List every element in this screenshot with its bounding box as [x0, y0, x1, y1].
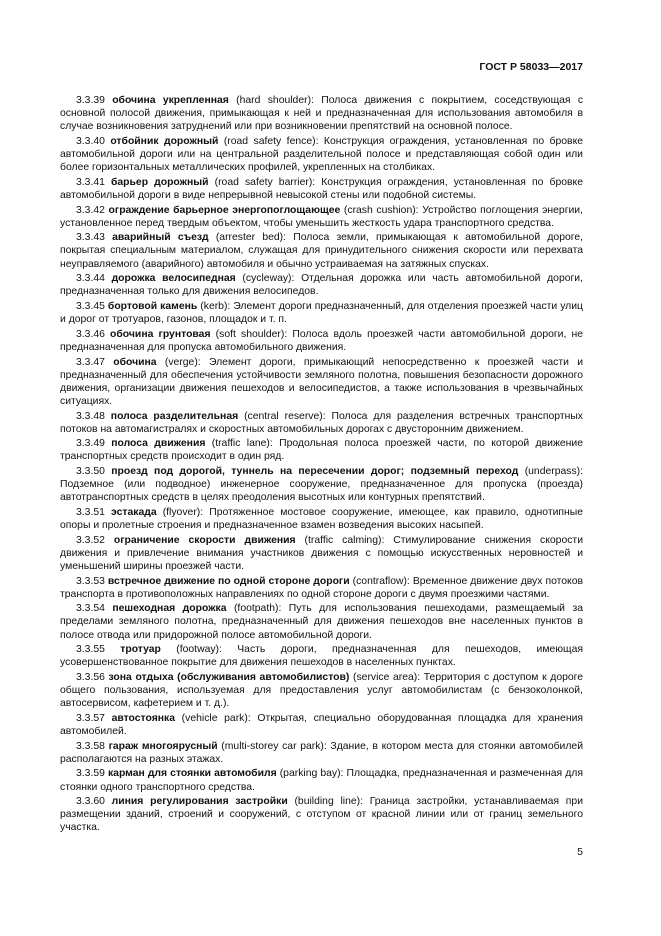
- term-definition: (vehicle park): Открытая, специально оборудованная площадка для хранения автомобилей.: [60, 712, 583, 737]
- term-entry: [60, 506, 583, 532]
- term-number: 3.3.60: [76, 796, 105, 808]
- term-number: 3.3.57: [76, 712, 105, 724]
- term-number: 3.3.54: [76, 603, 105, 615]
- term-entry: [60, 135, 583, 174]
- term-name: эстакада: [111, 506, 157, 518]
- term-entry: [60, 712, 583, 738]
- term-number: 3.3.39: [76, 95, 105, 106]
- term-name: проезд под дорогой, туннель на пересечении дорог; подземный переход: [111, 466, 519, 478]
- term-name: ограждение барьерное энергопоглощающее: [108, 204, 341, 216]
- term-number: 3.3.40: [76, 135, 105, 147]
- term-definition: (contraflow): Временное движение двух потоков транспорта в противоположных направлениях по одной стороне дороги с двумя проезжими частями.: [60, 575, 584, 600]
- term-definition: (road safety fence): Конструкция ограждения, установленная по бровке автомобильной дороги или на центральной разделительной полосе и представляющая собой один или более горизонтальных металлических профилей, укрепленных на столбиках.: [60, 135, 584, 174]
- term-definition: (multi-storey car park): Здание, в котором места для стоянки автомобилей располагаются на разных этажах.: [60, 740, 583, 765]
- term-number: 3.3.46: [76, 328, 105, 340]
- term-definition: (crash cushion): Устройство поглощения энергии, установленное перед твердым объектом, чтобы уменьшить жесткость удара транспортного средства.: [60, 204, 583, 229]
- term-entry: [60, 643, 583, 669]
- term-definition: (traffic lane): Продольная полоса проезжей части, по которой движение транспортных средств происходит в один ряд.: [60, 438, 583, 463]
- term-definition: (footway): Часть дороги, предназначенная для пешеходов, имеющая усовершенствованное покрытие для движения пешеходов в населенных пунктах.: [60, 644, 583, 669]
- term-entry: [60, 534, 583, 573]
- term-definition: (parking bay): Площадка, предназначенная и размеченная для стоянки одного транспортного средства.: [60, 768, 584, 793]
- term-name: отбойник дорожный: [110, 135, 219, 147]
- term-entry: [60, 575, 583, 601]
- term-definition: (underpass): Подземное (или подводное) инженерное сооружение, предназначенное для пропуска (проезда) автотранспортных средств в целях преодоления высотных или контурных препятствий.: [60, 466, 584, 504]
- term-name: барьер дорожный: [110, 176, 209, 188]
- term-number: 3.3.52: [76, 534, 105, 546]
- term-name: линия регулирования застройки: [111, 796, 288, 808]
- term-definition: (hard shoulder): Полоса движения с покрытием, соседствующая с основной полосой движения, примыкающая к ней и предназначенная для использования автомобиля в случае возникновения затруднений или при возникновении препятствий на основной полосе.: [60, 95, 584, 133]
- term-number: 3.3.42: [76, 204, 105, 216]
- term-entry: [60, 767, 583, 793]
- term-definition: (flyover): Протяженное мостовое сооружение, имеющее, как правило, однотипные опоры и пролетные строения и предназначенное взамен возведения высоких насыпей.: [60, 506, 583, 532]
- term-number: 3.3.51: [76, 506, 105, 518]
- term-number: 3.3.58: [76, 740, 105, 752]
- term-name: бортовой камень: [107, 300, 198, 312]
- term-name: обочина грунтовая: [110, 328, 211, 340]
- term-entry: [60, 740, 583, 766]
- term-definition: (soft shoulder): Полоса вдоль проезжей части автомобильной дороги, не предназначенная для пропуска автомобильного движения.: [60, 328, 584, 353]
- term-name: аварийный съезд: [112, 232, 209, 244]
- term-entry: [60, 602, 583, 641]
- term-name: полоса разделительная: [110, 410, 239, 422]
- term-entry: [60, 465, 583, 504]
- term-name: обочина укрепленная: [112, 95, 229, 106]
- term-definition: (service area): Территория с доступом к дороге общего пользования, используемая для предоставления услуг автомобилистам (с бензоколонкой, автосервисом, кафетерием и т. д.).: [60, 672, 584, 710]
- term-entry: [60, 437, 583, 463]
- term-number: 3.3.59: [76, 768, 105, 780]
- term-definition: (verge): Элемент дороги, примыкающий непосредственно к проезжей части и предназначенный для обеспечения устойчивости земляного полотна, повышения безопасности дорожного движения, организации движения пешеходов и велосипедистов, а также использования в чрезвычайных ситуациях.: [60, 356, 584, 407]
- term-entry: [60, 94, 583, 133]
- term-definition: (kerb): Элемент дороги предназначенный, для отделения проезжей части улиц и дорог от тротуаров, газонов, площадок и т. п.: [60, 300, 583, 326]
- term-definition: (arrester bed): Полоса земли, примыкающая к автомобильной дороге, покрытая специальным материалом, служащая для принудительного снижения скорости или перехвата неуправляемого (аварийного) автомобиля и обычно устраиваемая на затяжных спусках.: [60, 232, 583, 270]
- term-number: 3.3.48: [76, 410, 105, 422]
- term-name: гараж многоярусный: [108, 740, 218, 752]
- term-number: 3.3.43: [76, 232, 105, 244]
- term-number: 3.3.50: [76, 466, 105, 478]
- term-definition: (building line): Граница застройки, устанавливаемая при размещении зданий, строений и сооружений, с отступом от красной линии или от границ земельного участка.: [60, 796, 584, 834]
- term-name: тротуар: [120, 644, 161, 656]
- term-name: полоса движения: [111, 438, 206, 450]
- term-definition: (footpath): Путь для использования пешеходами, размещаемый за пределами земляного полотна, предназначенный для движения пешеходов вне населенных пунктов в полосе отвода или придорожной полосе автомобильной дороги.: [60, 603, 583, 641]
- term-definition: (central reserve): Полоса для разделения встречных транспортных потоков на автомагистралях и скоростных автомобильных дорогах с двусторонним движением.: [60, 410, 583, 435]
- document-body: [60, 94, 583, 836]
- term-name: автостоянка: [111, 712, 176, 724]
- term-number: 3.3.47: [76, 356, 105, 368]
- term-name: пешеходная дорожка: [112, 603, 227, 615]
- term-entry: [60, 272, 583, 298]
- term-name: дорожка велосипедная: [111, 273, 236, 285]
- term-number: 3.3.55: [76, 644, 105, 656]
- term-number: 3.3.45: [76, 300, 105, 312]
- term-entry: [60, 795, 583, 834]
- term-entry: [60, 410, 583, 436]
- term-name: карман для стоянки автомобиля: [107, 768, 277, 780]
- term-name: встречное движение по одной стороне дороги: [107, 575, 350, 587]
- term-entry: [60, 671, 583, 710]
- term-entry: [60, 356, 583, 408]
- term-entry: [60, 204, 583, 230]
- term-definition: (traffic calming): Стимулирование снижения скорости движения и привлечение внимания участников движения с помощью искусственных неровностей и уменьшений ширины проезжей части.: [60, 534, 583, 572]
- term-number: 3.3.53: [76, 575, 105, 587]
- term-number: 3.3.44: [76, 273, 105, 285]
- term-entry: [60, 300, 583, 326]
- term-number: 3.3.41: [76, 176, 105, 188]
- term-name: зона отдыха (обслуживания автомобилистов): [108, 672, 350, 684]
- term-name: обочина: [113, 356, 157, 368]
- term-name: ограничение скорости движения: [113, 534, 296, 546]
- term-number: 3.3.56: [76, 672, 105, 684]
- term-definition: (road safety barrier): Конструкция ограждения, установленная по бровке автомобильной дороги в виде непрерывной невысокой стены или подобной системы.: [60, 176, 583, 201]
- page-number: 5: [577, 846, 583, 858]
- document-header: ГОСТ Р 58033—2017: [479, 61, 583, 73]
- term-definition: (cycleway): Отдельная дорожка или часть автомобильной дороги, предназначенная только для движения велосипедов.: [60, 273, 583, 298]
- term-entry: [60, 328, 583, 354]
- term-entry: [60, 176, 583, 202]
- term-number: 3.3.49: [76, 438, 105, 450]
- term-entry: [60, 231, 583, 270]
